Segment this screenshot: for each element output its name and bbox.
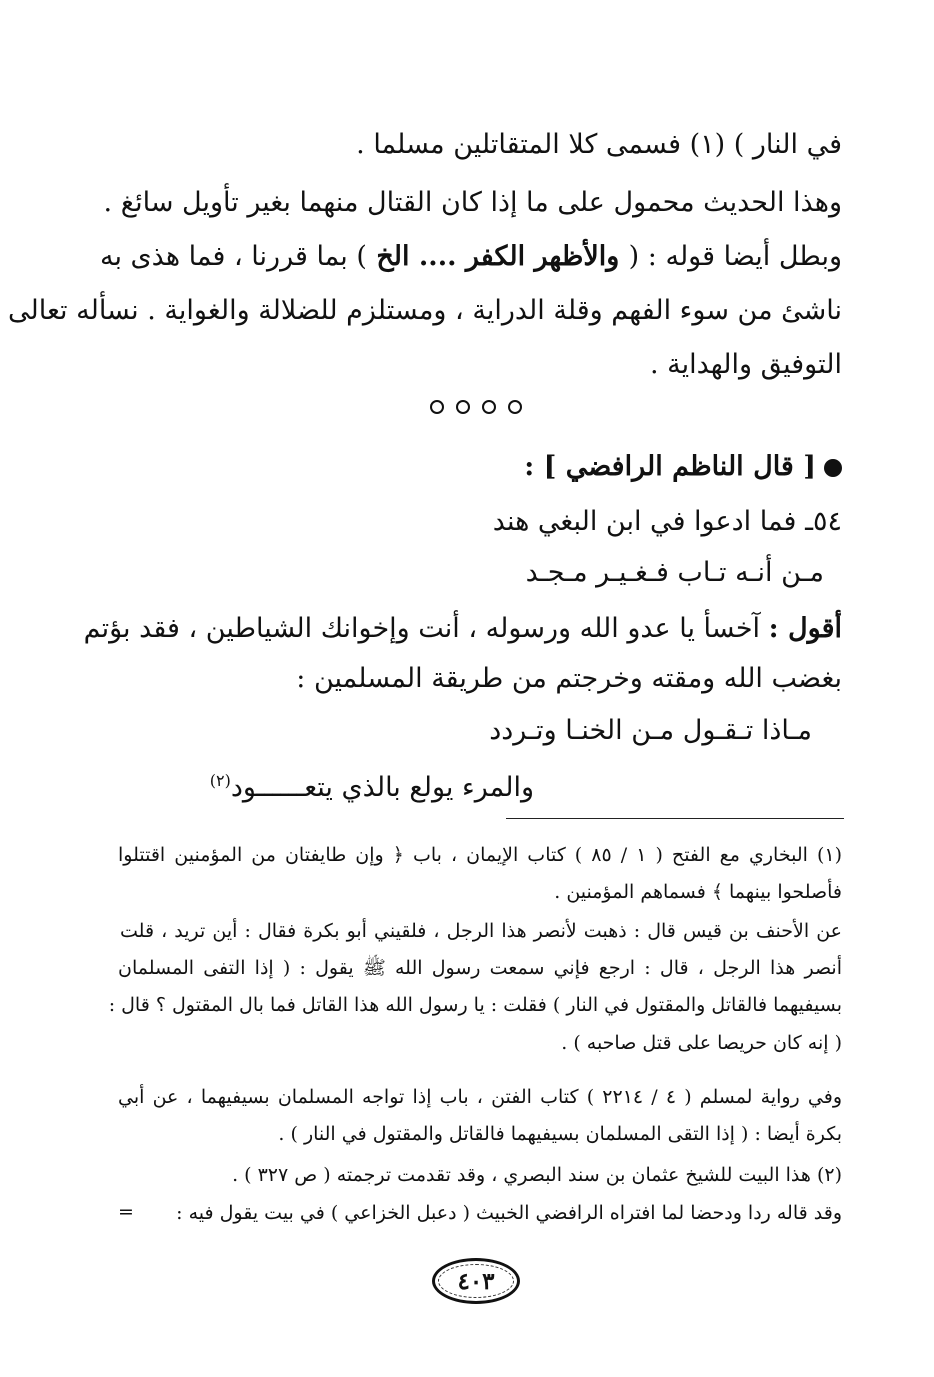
footnote-1-line-3-text: عن الأحنف بن قيس قال : ذهبت لأنصر هذا الرجل ، فلقيني أبو بكرة فقال : أين تريد ، قلت <box>120 920 842 942</box>
body-line-3-pre: وبطل أيضا قوله : ( <box>628 241 842 272</box>
separator-ring-icon <box>508 400 522 414</box>
footnote-1-line-7-text: وفي رواية لمسلم ( ٤ / ٢٢١٤ ) كتاب الفتن ، باب إذا تواجه المسلمان بسيفيهما ، عن أبي <box>118 1086 842 1108</box>
body-line-1-text: في النار ) (١) فسمى كلا المتقاتلين مسلما . <box>356 129 842 160</box>
footnote-1-line-3 <box>120 918 842 944</box>
footnote-1-line-8 <box>260 1121 842 1147</box>
body-line-1 <box>356 128 842 162</box>
verse-2-hemistich-1: مـاذا تـقـول مـن الخنـا وتـردد <box>489 715 812 746</box>
footnote-1-line-2 <box>420 879 842 905</box>
reply-line-1 <box>83 612 842 646</box>
footnote-1-line-4 <box>118 955 842 981</box>
footnote-2-line-1 <box>170 1162 842 1188</box>
quoted-phrase: والأظهر الكفر .... الخ <box>366 241 629 272</box>
section-separator <box>430 400 522 414</box>
reply-line-2 <box>296 662 842 696</box>
reply-label: أقول : <box>768 613 842 644</box>
verse-54-first-hemistich <box>400 505 842 539</box>
verse-54-hemistich-2: مـن أنـه تـاب فـغـيـر مـجـد <box>525 557 824 588</box>
footnote-2-line-1-text: (٢) هذا البيت للشيخ عثمان بن سند البصري ، وقد تقدمت ترجمته ( ص ٣٢٧ ) . <box>232 1164 842 1186</box>
separator-ring-icon <box>456 400 470 414</box>
reply-line-1-text: آخسأ يا عدو الله ورسوله ، أنت وإخوانك الشياطين ، فقد بؤتم <box>83 613 761 644</box>
continuation-mark: = <box>118 1201 134 1223</box>
body-line-3-post: ) بما قررنا ، فما هذى به <box>99 241 367 272</box>
page-number-badge <box>432 1258 520 1304</box>
reply-line-2-text: بغضب الله ومقته وخرجتم من طريقة المسلمين : <box>296 663 842 694</box>
body-line-5 <box>600 348 842 382</box>
footnote-2-line-2 <box>170 1200 842 1226</box>
footnote-1-line-7 <box>118 1084 842 1110</box>
footnote-1-line-8-text: بكرة أيضا : ( إذا التقى المسلمان بسيفيهما فالقاتل والمقتول في النار ) . <box>278 1123 842 1145</box>
footnote-1-line-6 <box>520 1030 842 1056</box>
body-line-4 <box>8 294 842 328</box>
verse-2-hemistich-2: والمرء يولع بالذي يتعــــــود <box>230 772 534 803</box>
verse-2-first-hemistich <box>360 714 812 748</box>
footnote-2-line-2-text: وقد قاله ردا ودحضا لما افتراه الرافضي الخبيث ( دعبل الخزاعي ) في بيت يقول فيه : <box>176 1202 842 1224</box>
footnote-1-line-1 <box>118 842 842 868</box>
footnote-marker: (٢) <box>209 771 231 790</box>
body-line-2-text: وهذا الحديث محمول على ما إذا كان القتال منهما بغير تأويل سائغ . <box>103 187 842 218</box>
bullet-icon <box>824 459 842 477</box>
verse-54-second-hemistich <box>150 556 824 590</box>
footnote-1-line-5-text: بسيفيهما فالقاتل والمقتول في النار ) فقلت : يا رسول الله هذا القاتل فما بال المقتول ؟ قال : <box>108 994 842 1016</box>
separator-ring-icon <box>482 400 496 414</box>
separator-ring-icon <box>430 400 444 414</box>
verse-number: ٥٤ـ <box>805 506 842 537</box>
footnote-1-line-6-text: ( إنه كان حريصا على قتل صاحبه ) . <box>561 1032 842 1054</box>
verse-54-hemistich-1: فما ادعوا في ابن البغي هند <box>492 506 797 537</box>
verse-2-second-hemistich <box>190 764 534 805</box>
heading-text: [ قال الناظم الرافضي ] : <box>524 451 816 482</box>
page-number: ٤٠٣ <box>457 1267 495 1295</box>
section-heading <box>480 450 842 484</box>
footnote-1-line-4-text: أنصر هذا الرجل ، قال : ارجع فإني سمعت رسول الله ﷺ يقول : ( إذا التفى المسلمان <box>118 957 842 979</box>
footnote-1-line-5 <box>108 992 842 1018</box>
footnote-1-line-1-text: (١) البخاري مع الفتح ( ١ / ٨٥ ) كتاب الإيمان ، باب ﴿ وإن طايفتان من المؤمنين اقتتلوا <box>118 844 842 866</box>
body-line-3 <box>99 240 842 274</box>
body-line-5-text: التوفيق والهداية . <box>649 349 842 380</box>
body-line-2 <box>103 186 842 220</box>
body-line-4-text: ناشئ من سوء الفهم وقلة الدراية ، ومستلزم للضلالة والغواية . نسأله تعالى <box>8 295 842 326</box>
footnote-divider <box>506 818 844 819</box>
footnote-1-line-2-text: فأصلحوا بينهما ﴾ فسماهم المؤمنين . <box>554 881 842 903</box>
